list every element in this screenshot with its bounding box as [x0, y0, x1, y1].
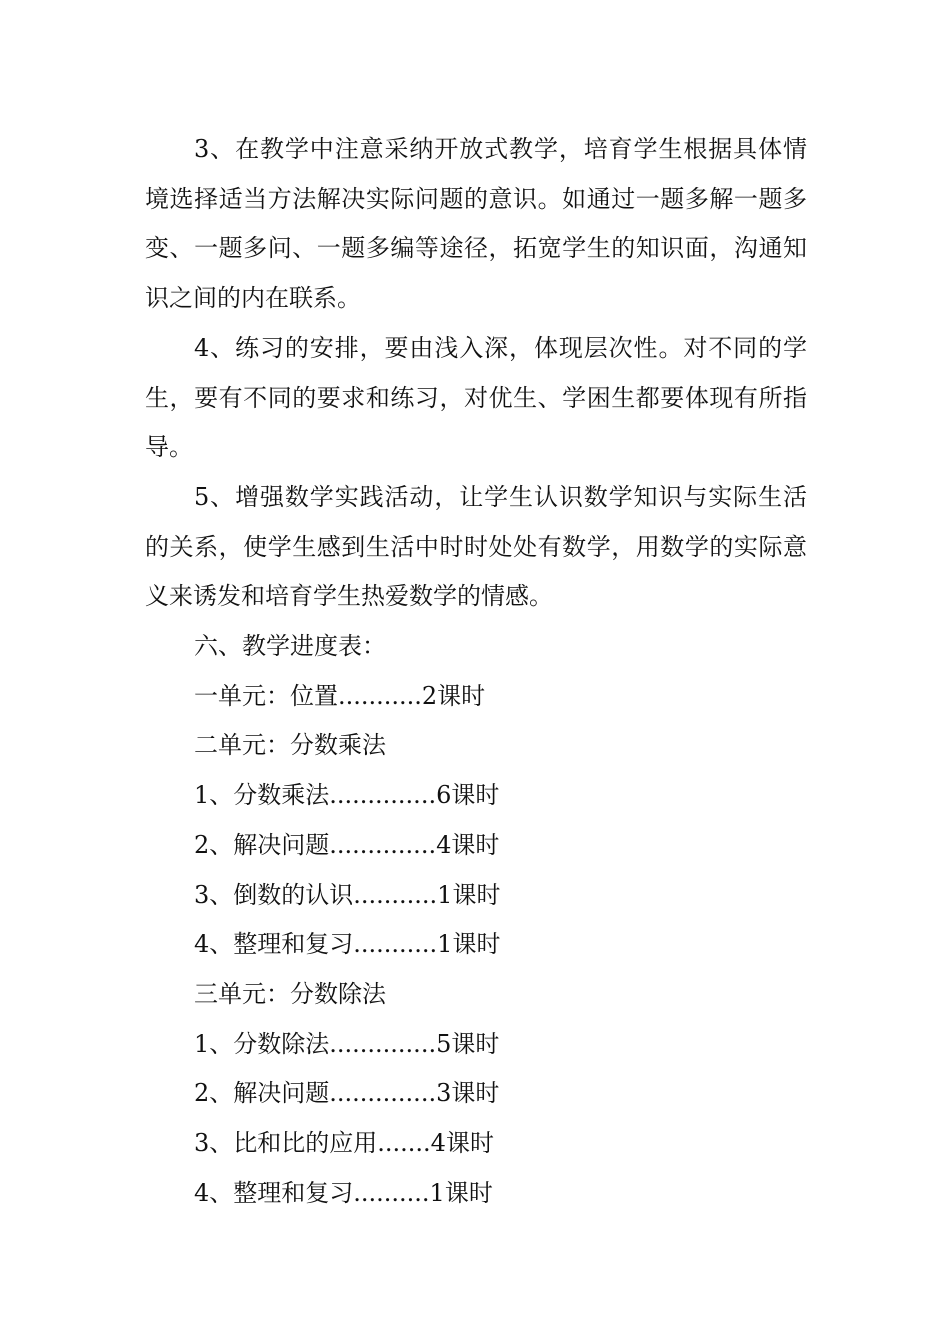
paragraph-5: 5、增强数学实践活动，让学生认识数学知识与实际生活的关系，使学生感到生活中时时处处有数学，用数学的实际意义来诱发和培育学生热爱数学的情感。: [145, 482, 807, 611]
schedule-line-unit3-item4: 4、整理和复习..........1课时: [194, 1178, 493, 1207]
document-body: [145, 125, 807, 1218]
schedule-line-unit3-item3: 3、比和比的应用.......4课时: [194, 1129, 494, 1158]
schedule-line-unit3-item1: 1、分数除法..............5课时: [194, 1029, 500, 1058]
paragraph-3: 3、在教学中注意采纳开放式教学，培育学生根据具体情境选择适当方法解决实际问题的意识。如通过一题多解一题多变、一题多问、一题多编等途径，拓宽学生的知识面，沟通知识之间的内在联系。: [145, 135, 807, 313]
schedule-heading: 六、教学进度表：: [194, 632, 386, 661]
schedule-line-unit2-item2: 2、解决问题..............4课时: [194, 830, 500, 859]
schedule-line-unit2-item3: 3、倒数的认识...........1课时: [194, 880, 501, 909]
schedule-line-unit3: 三单元：分数除法: [194, 979, 386, 1008]
schedule-line-unit3-item2: 2、解决问题..............3课时: [194, 1079, 500, 1108]
schedule-line-unit1: 一单元：位置...........2课时: [194, 681, 486, 710]
paragraph-4: 4、练习的安排，要由浅入深，体现层次性。对不同的学生，要有不同的要求和练习，对优生、学困生都要体现有所指导。: [145, 333, 807, 462]
schedule-line-unit2-item4: 4、整理和复习...........1课时: [194, 930, 501, 959]
schedule-line-unit2: 二单元：分数乘法: [194, 731, 386, 760]
schedule-line-unit2-item1: 1、分数乘法..............6课时: [194, 781, 500, 810]
